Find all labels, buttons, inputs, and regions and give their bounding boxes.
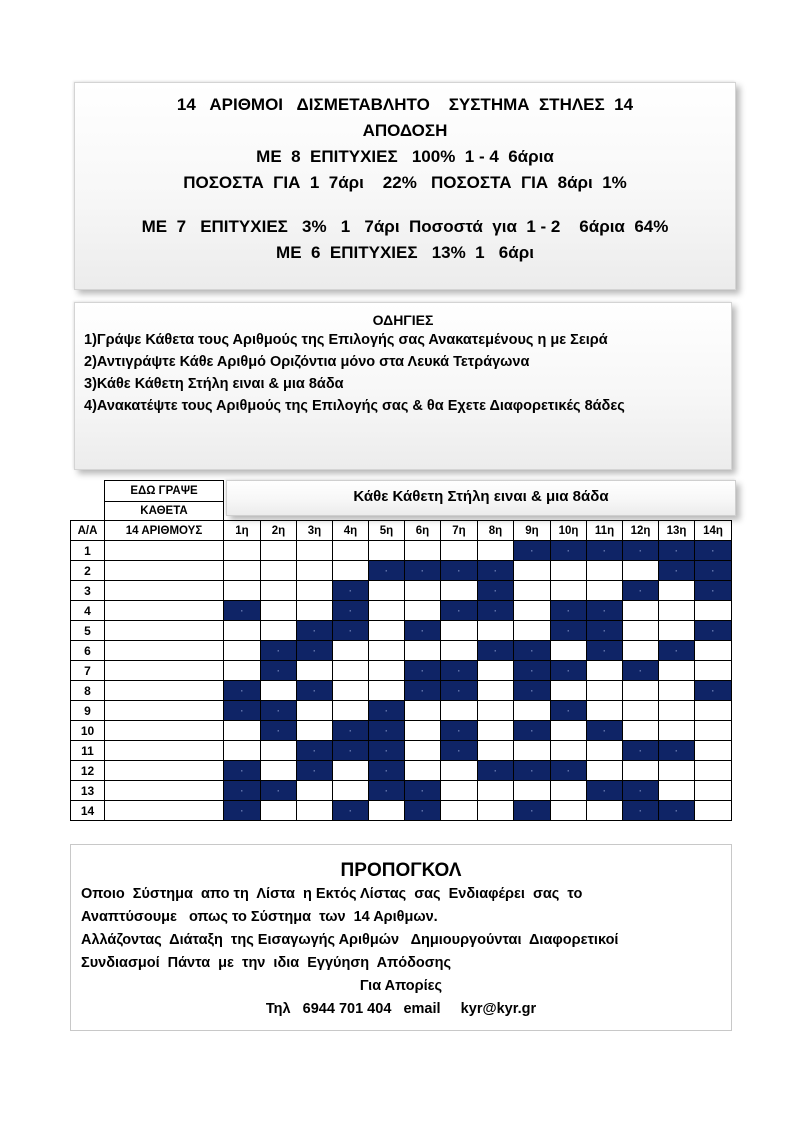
white-cell[interactable] xyxy=(623,621,659,641)
column-header: 10η xyxy=(551,521,587,541)
white-cell[interactable] xyxy=(623,561,659,581)
column-header: 12η xyxy=(623,521,659,541)
number-entry-cell[interactable] xyxy=(105,601,224,621)
instructions-title: ΟΔΗΓΙΕΣ xyxy=(372,312,434,328)
instruction-item: 2)Αντιγράψτε Κάθε Αριθμό Οριζόντια μόνο στα Λευκά Τετράγωνα xyxy=(84,354,530,370)
filled-cell xyxy=(224,781,261,801)
white-cell[interactable] xyxy=(441,621,478,641)
white-cell[interactable] xyxy=(587,581,623,601)
numbers-header: 14 ΑΡΙΘΜΟΥΣ xyxy=(105,521,224,541)
white-cell[interactable] xyxy=(514,561,551,581)
white-cell[interactable] xyxy=(587,741,623,761)
grid-row xyxy=(71,681,732,701)
white-cell[interactable] xyxy=(405,641,441,661)
filled-cell xyxy=(405,661,441,681)
aa-header: Α/Α xyxy=(71,521,105,541)
filled-cell xyxy=(441,601,478,621)
performance-line-percent: ΠΟΣΟΣΤΑ ΓΙΑ 1 7άρι 22% ΠΟΣΟΣΤΑ ΓΙΑ 8άρι 1% xyxy=(183,173,627,192)
filled-cell xyxy=(405,561,441,581)
row-number: 10 xyxy=(71,721,105,741)
filled-cell xyxy=(405,621,441,641)
system-title: 14 ΑΡΙΘΜΟΙ ΔΙΣΜΕΤΑΒΛΗΤΟ ΣΥΣΤΗΜΑ ΣΤΗΛΕΣ 14 xyxy=(176,95,634,114)
row-number: 4 xyxy=(71,601,105,621)
column-header: 14η xyxy=(695,521,732,541)
column-header: 4η xyxy=(333,521,369,541)
white-cell[interactable] xyxy=(551,681,587,701)
number-entry-cell[interactable] xyxy=(105,641,224,661)
white-cell[interactable] xyxy=(695,641,732,661)
system-header-box xyxy=(74,82,736,290)
white-cell[interactable] xyxy=(478,781,514,801)
white-cell[interactable] xyxy=(369,541,405,561)
column-header: 6η xyxy=(405,521,441,541)
white-cell[interactable] xyxy=(224,541,261,561)
white-cell[interactable] xyxy=(369,801,405,821)
filled-cell xyxy=(297,681,333,701)
instruction-item: 3)Κάθε Κάθετη Στήλη ειναι & μια 8άδα xyxy=(84,376,344,392)
white-cell[interactable] xyxy=(587,681,623,701)
filled-cell xyxy=(587,601,623,621)
filled-cell xyxy=(587,541,623,561)
protocol-text-line: Συνδιασμοί Πάντα με την ιδια Εγγύηση Απόδοσης xyxy=(81,955,452,971)
number-entry-cell[interactable] xyxy=(105,701,224,721)
filled-cell xyxy=(587,781,623,801)
white-cell[interactable] xyxy=(659,621,695,641)
grid-row xyxy=(71,701,732,721)
instruction-item: 1)Γράψε Κάθετα τους Αριθμούς της Επιλογής σας Ανακατεμένους η με Σειρά xyxy=(84,332,608,348)
grid-row xyxy=(71,721,732,741)
white-cell[interactable] xyxy=(514,701,551,721)
white-cell[interactable] xyxy=(478,701,514,721)
filled-cell xyxy=(478,581,514,601)
column-header: 3η xyxy=(297,521,333,541)
white-cell[interactable] xyxy=(297,561,333,581)
white-cell[interactable] xyxy=(441,641,478,661)
filled-cell xyxy=(659,801,695,821)
filled-cell xyxy=(405,681,441,701)
filled-cell xyxy=(369,561,405,581)
protocol-text-line: Αλλάζοντας Διάταξη της Εισαγωγής Αριθμών Δημιουργούνται Διαφορετικοί xyxy=(81,932,619,948)
white-cell[interactable] xyxy=(297,601,333,621)
white-cell[interactable] xyxy=(261,541,297,561)
white-cell[interactable] xyxy=(261,801,297,821)
filled-cell xyxy=(514,801,551,821)
filled-cell xyxy=(478,641,514,661)
white-cell[interactable] xyxy=(405,761,441,781)
white-cell[interactable] xyxy=(551,721,587,741)
row-number: 2 xyxy=(71,561,105,581)
performance-line-7: ΜΕ 7 ΕΠΙΤΥΧΙΕΣ 3% 1 7άρι Ποσοστά για 1 - 2 6άρια 64% xyxy=(141,217,669,236)
column-header: 9η xyxy=(514,521,551,541)
filled-cell xyxy=(297,641,333,661)
white-cell[interactable] xyxy=(551,581,587,601)
filled-cell xyxy=(224,761,261,781)
white-cell[interactable] xyxy=(659,721,695,741)
filled-cell xyxy=(441,661,478,681)
white-cell[interactable] xyxy=(514,581,551,601)
white-cell[interactable] xyxy=(695,801,732,821)
filled-cell xyxy=(514,661,551,681)
performance-line-6: ΜΕ 6 ΕΠΙΤΥΧΙΕΣ 13% 1 6άρι xyxy=(276,243,534,262)
white-cell[interactable] xyxy=(369,601,405,621)
white-cell[interactable] xyxy=(514,621,551,641)
filled-cell xyxy=(514,721,551,741)
white-cell[interactable] xyxy=(297,581,333,601)
grid-row xyxy=(71,641,732,661)
filled-cell xyxy=(623,741,659,761)
filled-cell xyxy=(551,701,587,721)
white-cell[interactable] xyxy=(333,761,369,781)
filled-cell xyxy=(623,781,659,801)
filled-cell xyxy=(297,741,333,761)
grid-row xyxy=(71,541,732,561)
white-cell[interactable] xyxy=(623,641,659,661)
filled-cell xyxy=(333,581,369,601)
filled-cell xyxy=(478,761,514,781)
vertically-label: ΚΑΘΕΤΑ xyxy=(105,502,224,521)
row-number: 1 xyxy=(71,541,105,561)
protocol-box xyxy=(70,844,732,1031)
white-cell[interactable] xyxy=(441,701,478,721)
grid-row xyxy=(71,801,732,821)
filled-cell xyxy=(224,701,261,721)
number-entry-cell[interactable] xyxy=(105,741,224,761)
filled-cell xyxy=(224,681,261,701)
filled-cell xyxy=(623,541,659,561)
white-cell[interactable] xyxy=(478,721,514,741)
grid-row xyxy=(71,781,732,801)
white-cell[interactable] xyxy=(224,721,261,741)
banner-spacer xyxy=(224,481,732,502)
white-cell[interactable] xyxy=(587,661,623,681)
white-cell[interactable] xyxy=(659,761,695,781)
row-number: 9 xyxy=(71,701,105,721)
white-cell[interactable] xyxy=(333,701,369,721)
filled-cell xyxy=(659,541,695,561)
white-cell[interactable] xyxy=(333,561,369,581)
filled-cell xyxy=(514,541,551,561)
white-cell[interactable] xyxy=(297,701,333,721)
white-cell[interactable] xyxy=(224,621,261,641)
column-header: 2η xyxy=(261,521,297,541)
column-header: 11η xyxy=(587,521,623,541)
white-cell[interactable] xyxy=(441,581,478,601)
grid-row xyxy=(71,661,732,681)
white-cell[interactable] xyxy=(405,741,441,761)
filled-cell xyxy=(441,681,478,701)
number-entry-cell[interactable] xyxy=(105,721,224,741)
white-cell[interactable] xyxy=(405,581,441,601)
white-cell[interactable] xyxy=(405,541,441,561)
white-cell[interactable] xyxy=(369,621,405,641)
white-cell[interactable] xyxy=(551,801,587,821)
white-cell[interactable] xyxy=(261,581,297,601)
white-cell[interactable] xyxy=(587,561,623,581)
white-cell[interactable] xyxy=(261,601,297,621)
filled-cell xyxy=(405,801,441,821)
column-header: 5η xyxy=(369,521,405,541)
white-cell[interactable] xyxy=(297,801,333,821)
white-cell[interactable] xyxy=(297,661,333,681)
white-cell[interactable] xyxy=(369,641,405,661)
white-cell[interactable] xyxy=(405,601,441,621)
white-cell[interactable] xyxy=(333,641,369,661)
white-cell[interactable] xyxy=(224,581,261,601)
filled-cell xyxy=(369,701,405,721)
filled-cell xyxy=(369,741,405,761)
white-cell[interactable] xyxy=(333,661,369,681)
column-header: 1η xyxy=(224,521,261,541)
filled-cell xyxy=(623,661,659,681)
row-number: 5 xyxy=(71,621,105,641)
filled-cell xyxy=(224,601,261,621)
filled-cell xyxy=(261,701,297,721)
white-cell[interactable] xyxy=(659,581,695,601)
filled-cell xyxy=(587,621,623,641)
white-cell[interactable] xyxy=(441,801,478,821)
grid-row xyxy=(71,561,732,581)
white-cell[interactable] xyxy=(441,781,478,801)
filled-cell xyxy=(441,561,478,581)
row-number: 11 xyxy=(71,741,105,761)
white-cell[interactable] xyxy=(551,741,587,761)
grid-row xyxy=(71,621,732,641)
number-entry-cell[interactable] xyxy=(105,561,224,581)
white-cell[interactable] xyxy=(369,681,405,701)
filled-cell xyxy=(514,761,551,781)
contact-line: Τηλ 6944 701 404 email kyr@kyr.gr xyxy=(265,1001,537,1017)
filled-cell xyxy=(695,681,732,701)
white-cell[interactable] xyxy=(587,701,623,721)
grid-corner xyxy=(71,481,105,502)
number-entry-cell[interactable] xyxy=(105,581,224,601)
number-entry-cell[interactable] xyxy=(105,801,224,821)
filled-cell xyxy=(297,621,333,641)
filled-cell xyxy=(551,661,587,681)
grid-row xyxy=(71,741,732,761)
system-grid xyxy=(70,480,732,821)
white-cell[interactable] xyxy=(224,741,261,761)
performance-heading: ΑΠΟΔΟΣΗ xyxy=(362,121,448,140)
filled-cell xyxy=(478,601,514,621)
filled-cell xyxy=(587,641,623,661)
grid-row xyxy=(71,581,732,601)
white-cell[interactable] xyxy=(297,781,333,801)
filled-cell xyxy=(224,801,261,821)
write-here-label: ΕΔΩ ΓΡΑΨΕ xyxy=(105,481,224,502)
filled-cell xyxy=(333,721,369,741)
white-cell[interactable] xyxy=(659,781,695,801)
white-cell[interactable] xyxy=(261,561,297,581)
filled-cell xyxy=(441,741,478,761)
number-entry-cell[interactable] xyxy=(105,681,224,701)
white-cell[interactable] xyxy=(514,781,551,801)
white-cell[interactable] xyxy=(659,601,695,621)
white-cell[interactable] xyxy=(297,721,333,741)
white-cell[interactable] xyxy=(695,721,732,741)
filled-cell xyxy=(659,561,695,581)
protocol-text-line: Οποιο Σύστημα απο τη Λίστα η Εκτός Λίστας σας Ενδιαφέρει σας το xyxy=(81,886,583,902)
white-cell[interactable] xyxy=(695,761,732,781)
filled-cell xyxy=(333,741,369,761)
filled-cell xyxy=(514,681,551,701)
white-cell[interactable] xyxy=(659,701,695,721)
filled-cell xyxy=(297,761,333,781)
white-cell[interactable] xyxy=(224,641,261,661)
column-header: 13η xyxy=(659,521,695,541)
filled-cell xyxy=(333,621,369,641)
number-entry-cell[interactable] xyxy=(105,661,224,681)
white-cell[interactable] xyxy=(297,541,333,561)
number-entry-cell[interactable] xyxy=(105,541,224,561)
white-cell[interactable] xyxy=(261,741,297,761)
row-number: 12 xyxy=(71,761,105,781)
white-cell[interactable] xyxy=(333,541,369,561)
filled-cell xyxy=(405,781,441,801)
performance-line-8: ΜΕ 8 ΕΠΙΤΥΧΙΕΣ 100% 1 - 4 6άρια xyxy=(256,147,554,166)
grid-corner xyxy=(71,502,105,521)
white-cell[interactable] xyxy=(478,801,514,821)
filled-cell xyxy=(514,641,551,661)
instructions-box xyxy=(74,302,732,470)
column-banner: Κάθε Κάθετη Στήλη ειναι & μια 8άδα xyxy=(226,480,736,516)
column-header: 7η xyxy=(441,521,478,541)
row-number: 7 xyxy=(71,661,105,681)
row-number: 8 xyxy=(71,681,105,701)
row-number: 3 xyxy=(71,581,105,601)
filled-cell xyxy=(695,621,732,641)
filled-cell xyxy=(261,641,297,661)
filled-cell xyxy=(369,761,405,781)
white-cell[interactable] xyxy=(224,561,261,581)
white-cell[interactable] xyxy=(478,621,514,641)
filled-cell xyxy=(333,601,369,621)
filled-cell xyxy=(695,581,732,601)
grid-row xyxy=(71,761,732,781)
white-cell[interactable] xyxy=(333,681,369,701)
white-cell[interactable] xyxy=(441,761,478,781)
white-cell[interactable] xyxy=(478,681,514,701)
white-cell[interactable] xyxy=(441,541,478,561)
filled-cell xyxy=(261,781,297,801)
white-cell[interactable] xyxy=(695,741,732,761)
white-cell[interactable] xyxy=(659,661,695,681)
white-cell[interactable] xyxy=(695,601,732,621)
number-entry-cell[interactable] xyxy=(105,781,224,801)
white-cell[interactable] xyxy=(369,661,405,681)
white-cell[interactable] xyxy=(695,661,732,681)
filled-cell xyxy=(623,801,659,821)
row-number: 6 xyxy=(71,641,105,661)
white-cell[interactable] xyxy=(587,801,623,821)
filled-cell xyxy=(333,801,369,821)
white-cell[interactable] xyxy=(333,781,369,801)
white-cell[interactable] xyxy=(261,761,297,781)
filled-cell xyxy=(551,541,587,561)
number-entry-cell[interactable] xyxy=(105,761,224,781)
filled-cell xyxy=(587,721,623,741)
white-cell[interactable] xyxy=(369,581,405,601)
row-number: 13 xyxy=(71,781,105,801)
filled-cell xyxy=(369,721,405,741)
filled-cell xyxy=(261,721,297,741)
filled-cell xyxy=(695,561,732,581)
white-cell[interactable] xyxy=(405,721,441,741)
white-cell[interactable] xyxy=(623,761,659,781)
filled-cell xyxy=(623,581,659,601)
white-cell[interactable] xyxy=(695,781,732,801)
white-cell[interactable] xyxy=(587,761,623,781)
filled-cell xyxy=(441,721,478,741)
white-cell[interactable] xyxy=(695,701,732,721)
white-cell[interactable] xyxy=(623,721,659,741)
column-header: 8η xyxy=(478,521,514,541)
white-cell[interactable] xyxy=(623,681,659,701)
white-cell[interactable] xyxy=(261,621,297,641)
number-entry-cell[interactable] xyxy=(105,621,224,641)
instruction-item: 4)Ανακατέψτε τους Αριθμούς της Επιλογής σας & θα Εχετε Διαφορετικές 8άδες xyxy=(84,398,625,414)
filled-cell xyxy=(551,601,587,621)
white-cell[interactable] xyxy=(478,741,514,761)
white-cell[interactable] xyxy=(514,741,551,761)
protocol-text-line: Αναπτύσουμε οπως το Σύστημα των 14 Αριθμων. xyxy=(81,909,438,925)
filled-cell xyxy=(659,741,695,761)
inquiries-label: Για Απορίες xyxy=(359,978,443,994)
white-cell[interactable] xyxy=(623,701,659,721)
white-cell[interactable] xyxy=(514,601,551,621)
banner-spacer xyxy=(224,502,732,521)
filled-cell xyxy=(659,641,695,661)
filled-cell xyxy=(551,621,587,641)
white-cell[interactable] xyxy=(405,701,441,721)
white-cell[interactable] xyxy=(478,661,514,681)
white-cell[interactable] xyxy=(551,561,587,581)
filled-cell xyxy=(369,781,405,801)
filled-cell xyxy=(695,541,732,561)
filled-cell xyxy=(261,661,297,681)
filled-cell xyxy=(478,561,514,581)
filled-cell xyxy=(551,761,587,781)
white-cell[interactable] xyxy=(224,661,261,681)
white-cell[interactable] xyxy=(659,681,695,701)
white-cell[interactable] xyxy=(551,781,587,801)
white-cell[interactable] xyxy=(261,681,297,701)
grid-row xyxy=(71,601,732,621)
white-cell[interactable] xyxy=(551,641,587,661)
white-cell[interactable] xyxy=(478,541,514,561)
protocol-title: ΠΡΟΠΟΓΚΟΛ xyxy=(340,860,462,881)
white-cell[interactable] xyxy=(623,601,659,621)
row-number: 14 xyxy=(71,801,105,821)
